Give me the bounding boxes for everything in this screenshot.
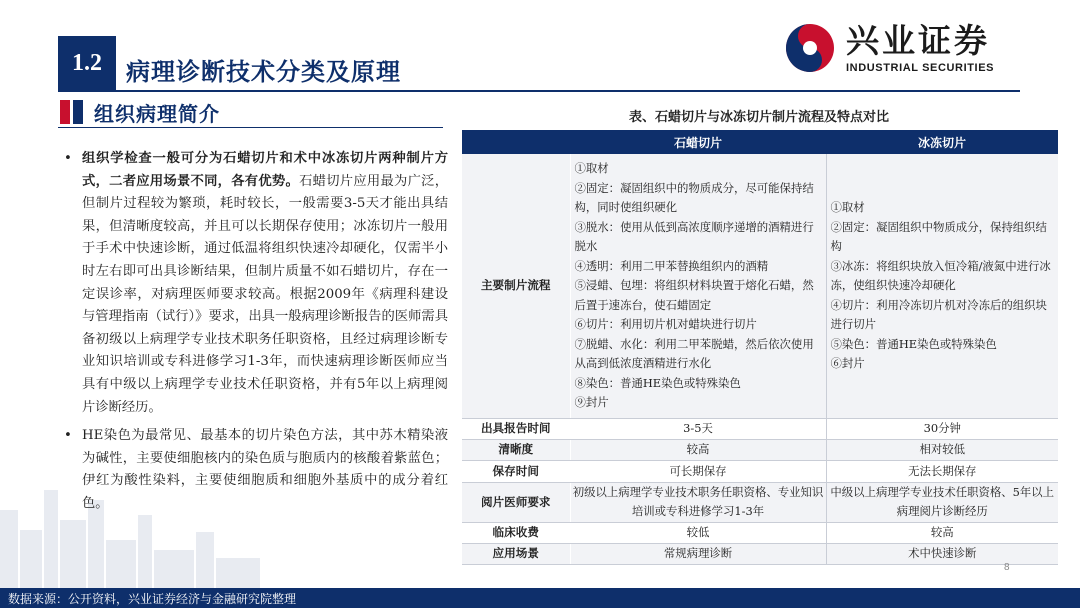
- process-step: ③冰冻：将组织块放入恒冷箱/液氮中进行冰冻，使组织快速冷却硬化: [830, 258, 1051, 292]
- frozen-value: 相对较低: [826, 439, 1058, 460]
- row-label: 出具报告时间: [462, 418, 570, 439]
- subheading-marker-red: [60, 100, 70, 124]
- subheading-marker-blue: [73, 100, 83, 124]
- row-label: 保存时间: [462, 460, 570, 482]
- frozen-value: 术中快速诊断: [826, 543, 1058, 564]
- process-step: ⑦脱蜡、水化：利用二甲苯脱蜡，然后依次使用从高到低浓度酒精进行水化: [574, 336, 814, 370]
- page-number: 8: [1004, 562, 1010, 573]
- column-header-frozen: 冰冻切片: [826, 130, 1058, 154]
- table-header-row: [462, 130, 1058, 154]
- frozen-steps-list: [827, 196, 1059, 376]
- logo-chinese-name: 兴业证券: [846, 21, 990, 60]
- frozen-steps-cell: [826, 154, 1058, 418]
- paraffin-value: 常规病理诊断: [570, 543, 826, 564]
- process-step: ⑤浸蜡、包埋：将组织材料块置于熔化石蜡，然后置于速冻台，使石蜡固定: [574, 278, 814, 312]
- company-logo: [784, 20, 1024, 80]
- paraffin-value: 3-5天: [570, 418, 826, 439]
- bullet-item: [62, 425, 448, 515]
- row-label: 清晰度: [462, 439, 570, 460]
- section-number: 1.2: [58, 36, 116, 90]
- row-label: 临床收费: [462, 522, 570, 543]
- table-row: [462, 543, 1058, 564]
- paraffin-value: 较高: [570, 439, 826, 460]
- bullet-bold-text: 组织学检查一般可分为石蜡切片和术中冰冻切片两种制片方式，二者应用场景不同，各有优势。: [82, 151, 448, 189]
- process-step: ②固定：凝固组织中的物质成分，尽可能保持结构，同时使组织硬化: [574, 180, 814, 214]
- paraffin-value: 初级以上病理学专业技术职务任职资格、专业知识培训或专科进修学习1-3年: [570, 482, 826, 522]
- row-label: 主要制片流程: [462, 154, 570, 418]
- process-step: ②固定：凝固组织中物质成分，保持组织结构: [830, 219, 1047, 253]
- process-step: ⑤染色：普通HE染色或特殊染色: [830, 336, 997, 351]
- paraffin-steps-cell: [570, 154, 826, 418]
- section-title: 病理诊断技术分类及原理: [126, 58, 401, 86]
- table-row: [462, 482, 1058, 522]
- bullet-text: HE染色为最常见、最基本的切片染色方法，其中苏木精染液为碱性，主要使细胞核内的染色质与胞质内的核酸着紫蓝色；伊红为酸性染料，主要使细胞质和细胞外基质中的成分着红色。: [82, 428, 448, 511]
- table-row: [462, 522, 1058, 543]
- bullet-item: [62, 148, 448, 419]
- table-row: [462, 460, 1058, 482]
- table-row-process: [462, 154, 1058, 418]
- frozen-value: 30分钟: [826, 418, 1058, 439]
- process-step: ④透明：利用二甲苯替换组织内的酒精: [574, 258, 769, 273]
- subheading-divider: [58, 127, 443, 128]
- process-step: ⑧染色：普通HE染色或特殊染色: [574, 375, 741, 390]
- frozen-value: 无法长期保存: [826, 460, 1058, 482]
- process-step: ③脱水：使用从低到高浓度顺序递增的酒精进行脱水: [574, 219, 814, 253]
- frozen-value: 较高: [826, 522, 1058, 543]
- process-step: ①取材: [574, 161, 609, 175]
- table-caption: 表、石蜡切片与冰冻切片制片流程及特点对比: [628, 110, 889, 125]
- logo-english-name: INDUSTRIAL SECURITIES: [846, 62, 995, 74]
- process-step: ⑥封片: [830, 356, 865, 370]
- bullet-list: [62, 148, 448, 516]
- process-step: ⑥切片：利用切片机对蜡块进行切片: [574, 317, 757, 331]
- paraffin-value: 可长期保存: [570, 460, 826, 482]
- process-step: ④切片：利用冷冻切片机对冷冻后的组织块进行切片: [830, 297, 1047, 331]
- comparison-table: [462, 130, 1058, 565]
- paraffin-steps-list: [571, 157, 826, 415]
- column-header-paraffin: 石蜡切片: [570, 130, 826, 154]
- table-row: [462, 439, 1058, 460]
- process-step: ①取材: [830, 200, 865, 214]
- paraffin-value: 较低: [570, 522, 826, 543]
- logo-swirl-icon: [784, 22, 836, 74]
- table-row: [462, 418, 1058, 439]
- subheading-title: 组织病理简介: [94, 102, 220, 126]
- frozen-value: 中级以上病理学专业技术任职资格、5年以上病理阅片诊断经历: [826, 482, 1058, 522]
- data-source-note: 数据来源：公开资料，兴业证券经济与金融研究院整理: [8, 592, 297, 606]
- bullet-text: 石蜡切片应用最为广泛，但制片过程较为繁琐，耗时较长，一般需要3-5天才能出具结果，但清晰度较高，并且可以长期保存使用；冰冻切片一般用于手术中快速诊断，通过低温将组织快速冷却硬化，仅需半小时左右即可出具诊断结果，但制片质量不如石蜡切片，存在一定误诊率，对病理医师要求较高。根据2009年《病理科建设与管理指南（试行）》要求，出具一般病理诊断报告的医师需具备初级以上病理学专业技术职务任职资格，且经过病理诊断专业知识培训或专科进修学习1-3年，而快速病理诊断医师应当具有中级以上病理学专业技术任职资格，并有5年以上病理阅片诊断经历。: [82, 173, 449, 415]
- process-step: ⑨封片: [574, 395, 609, 409]
- header-divider: [58, 90, 1020, 92]
- row-label: 阅片医师要求: [462, 482, 570, 522]
- row-label: 应用场景: [462, 543, 570, 564]
- column-header-empty: [462, 130, 570, 154]
